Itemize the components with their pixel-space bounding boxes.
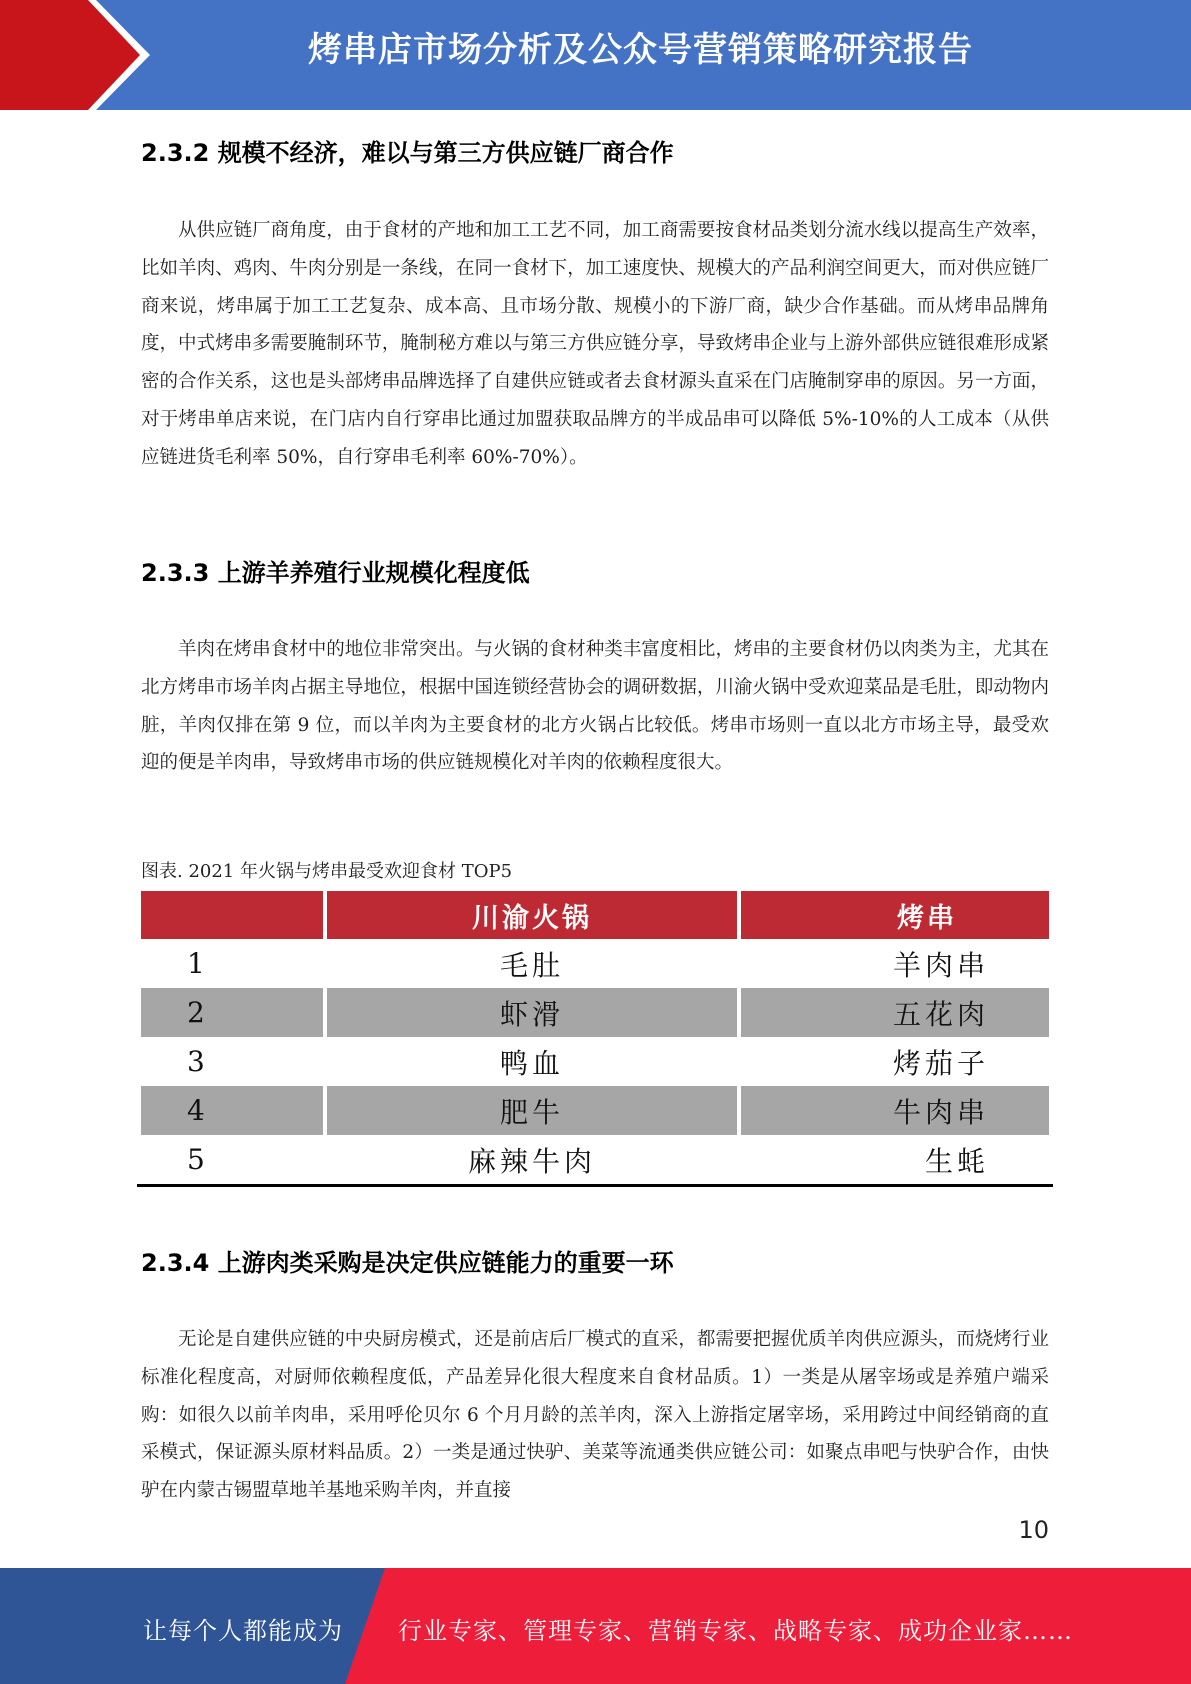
table-row [141,988,1049,1037]
section-heading-2-3-3: 2.3.3 上游羊养殖行业规模化程度低 [141,559,530,587]
table-row [141,939,1049,988]
page-number: 10 [1018,1516,1049,1544]
hotpot-cell: 麻辣牛肉 [467,1144,596,1178]
section-heading-2-3-2: 2.3.2 规模不经济，难以与第三方供应链厂商合作 [141,139,674,167]
rank-cell: 3 [187,1045,205,1078]
table-row [141,1086,1049,1135]
bbq-cell: 生蚝 [924,1144,989,1178]
table-header-bbq: 烤串 [741,891,1049,939]
rank-cell: 1 [187,947,205,980]
hotpot-cell: 鸭血 [499,1046,564,1080]
top5-ingredients-table [137,891,1053,1187]
footer-banner [0,1568,1191,1684]
rank-cell: 2 [141,988,323,1037]
hotpot-cell: 毛肚 [499,948,564,982]
section-heading-2-3-4: 2.3.4 上游肉类采购是决定供应链能力的重要一环 [141,1249,674,1277]
footer-slogan-left: 让每个人都能成为 [143,1617,343,1645]
table-row [141,1135,1049,1184]
table-header-rank [141,891,323,939]
section-paragraph-2-3-4: 无论是自建供应链的中央厨房模式，还是前店后厂模式的直采，都需要把握优质羊肉供应源头，而烧烤行业标准化程度高，对厨师依赖程度低，产品差异化很大程度来自食材品质。1）一类是从屠宰场或是养殖户端采购：如很久以前羊肉串，采用呼伦贝尔 6 个月月龄的羔羊肉，深入上游指定屠宰场，采用跨过中间经销商的直采模式，保证源头原材料品质。2）一类是通过快驴、美菜等流通类供应链公司：如聚点串吧与快驴合作，由快驴在内蒙古锡盟草地羊基地采购羊肉，并直接 [141,1329,1049,1502]
bbq-cell: 羊肉串 [892,948,989,982]
hotpot-cell: 虾滑 [327,988,737,1037]
footer-slogan-right: 行业专家、管理专家、营销专家、战略专家、成功企业家…… [398,1617,1073,1645]
bbq-cell: 五花肉 [741,988,1049,1037]
table-header-hotpot: 川渝火锅 [327,891,737,939]
header-banner [0,0,1191,110]
hotpot-cell: 肥牛 [327,1086,737,1135]
chevron-arrow-icon [0,0,160,110]
table-row [141,1037,1049,1086]
section-paragraph-2-3-3: 羊肉在烤串食材中的地位非常突出。与火锅的食材种类丰富度相比，烤串的主要食材仍以肉类为主，尤其在北方烤串市场羊肉占据主导地位，根据中国连锁经营协会的调研数据，川渝火锅中受欢迎菜品是毛肚，即动物内脏，羊肉仅排在第 9 位，而以羊肉为主要食材的北方火锅占比较低。烤串市场则一直以北方市场主导，最受欢迎的便是羊肉串，导致烤串市场的供应链规模化对羊肉的依赖程度很大。 [141,639,1049,774]
bbq-cell: 牛肉串 [741,1086,1049,1135]
rank-cell: 4 [141,1086,323,1135]
table-header-row [141,891,1049,939]
bbq-cell: 烤茄子 [892,1046,989,1080]
report-title: 烤串店市场分析及公众号营销策略研究报告 [308,30,973,70]
rank-cell: 5 [187,1143,205,1176]
table-caption: 图表. 2021 年火锅与烤串最受欢迎食材 TOP5 [141,861,513,882]
section-paragraph-2-3-2: 从供应链厂商角度，由于食材的产地和加工工艺不同，加工商需要按食材品类划分流水线以提高生产效率，比如羊肉、鸡肉、牛肉分别是一条线，在同一食材下，加工速度快、规模大的产品利润空间更大，而对供应链厂商来说，烤串属于加工工艺复杂、成本高、且市场分散、规模小的下游厂商，缺少合作基础。而从烤串品牌角度，中式烤串多需要腌制环节，腌制秘方难以与第三方供应链分享，导致烤串企业与上游外部供应链很难形成紧密的合作关系，这也是头部烤串品牌选择了自建供应链或者去食材源头直采在门店腌制穿串的原因。另一方面，对于烤串单店来说，在门店内自行穿串比通过加盟获取品牌方的半成品串可以降低 5%-10%的人工成本（从供应链进货毛利率 50%，自行穿串毛利率 60%-70%）。 [141,220,1049,468]
